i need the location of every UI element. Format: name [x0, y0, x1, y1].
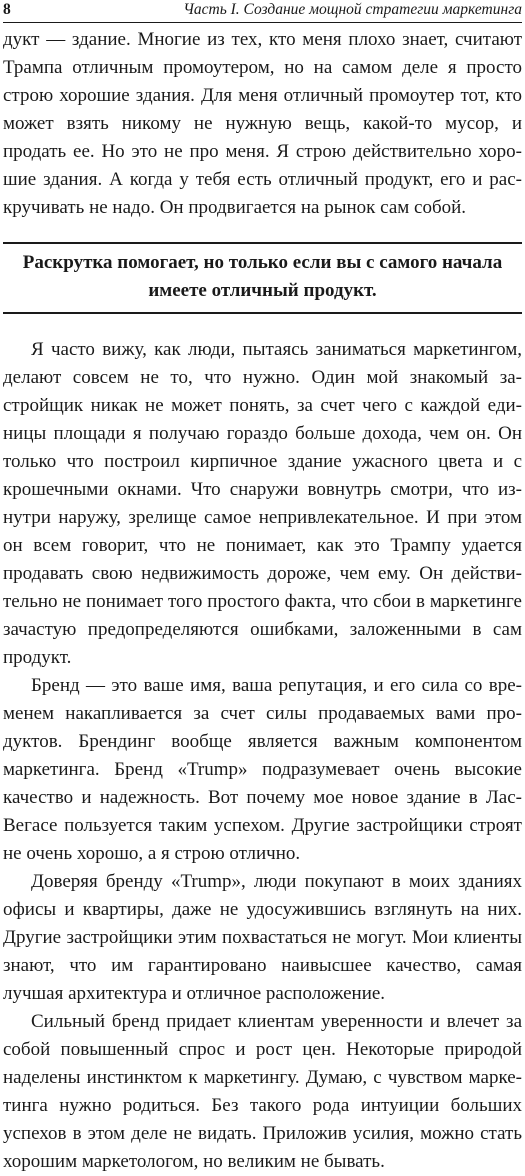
paragraph: Доверяя бренду «Trump», люди покупают в моих зданиях офисы и квартиры, даже не удосужившись взглянуть на них. Другие застройщики этим похвастаться не могут. Мои клиенты знают, что им гарантировано наивысшее качество, самая лучшая архитектура и отличное расположение. — [3, 871, 522, 1004]
paragraph: Я часто вижу, как люди, пытаясь заниматься маркетингом, делают совсем не то, что нужно. Один мой знакомый застройщик никак не может понять, за счет чего с каждой единицы площади я получаю гораздо больше дохода, чем он. Он только что построил кирпичное здание ужасного цвета и с крошечными окнами. Что снаружи вовнутрь смотри, что изнутри наружу, зрелище самое непривлекательное. И при этом он всем говорит, что не понимает, как это Трампу удается продавать свою недвижимость дороже, чем ему. Он действительно не понимает того простого факта, что сбои в маркeтинге зачастую предопределяются ошибками, заложенными в сам продукт. — [3, 339, 522, 668]
running-head — [3, 0, 522, 23]
callout-text: Раскрутка помогает, но только если вы с самого начала имеете отличный продукт. — [22, 252, 503, 301]
page-number: 8 — [3, 1, 11, 18]
callout-box — [3, 242, 522, 314]
paragraph-continuation: дукт — здание. Многие из тех, кто меня плохо знает, считают Трампа отличным промоутером, но на самом деле я просто строю хорошие здания. Для меня отличный промоутер тот, кто может взять никому не нужную вещь, какой-то мусор, и продать ее. Но это не про меня. Я строю действительно хорошие здания. А когда у тебя есть отличный продукт, его и раскручивать не надо. Он продвигается на рынок сам собой. — [3, 29, 522, 218]
paragraph: Бренд — это ваше имя, ваша репутация, и его сила со временем накапливается за счет силы продаваемых вами продуктов. Брендинг вообще является важным компонентом маркетинга. Бренд «Trump» подразумевает очень высокие качество и надежность. Вот почему мое новое здание в Лас-Вегасе пользуется таким успехом. Другие застройщики строят не очень хорошо, а я строю отлично. — [3, 675, 522, 864]
running-title: Часть I. Создание мощной стратегии маркетинга — [183, 1, 522, 18]
paragraph: Сильный бренд придает клиентам уверенности и влечет за собой повышенный спрос и рост цен. Некоторые природой наделены инстинктом к маркетингу. Думаю, с чувством маркетинга нужно родиться. Без такого рода интуиции больших успехов в этом деле не видать. Приложив усилия, можно стать хорошим маркетологом, но великим не бывать. — [3, 1011, 522, 1172]
